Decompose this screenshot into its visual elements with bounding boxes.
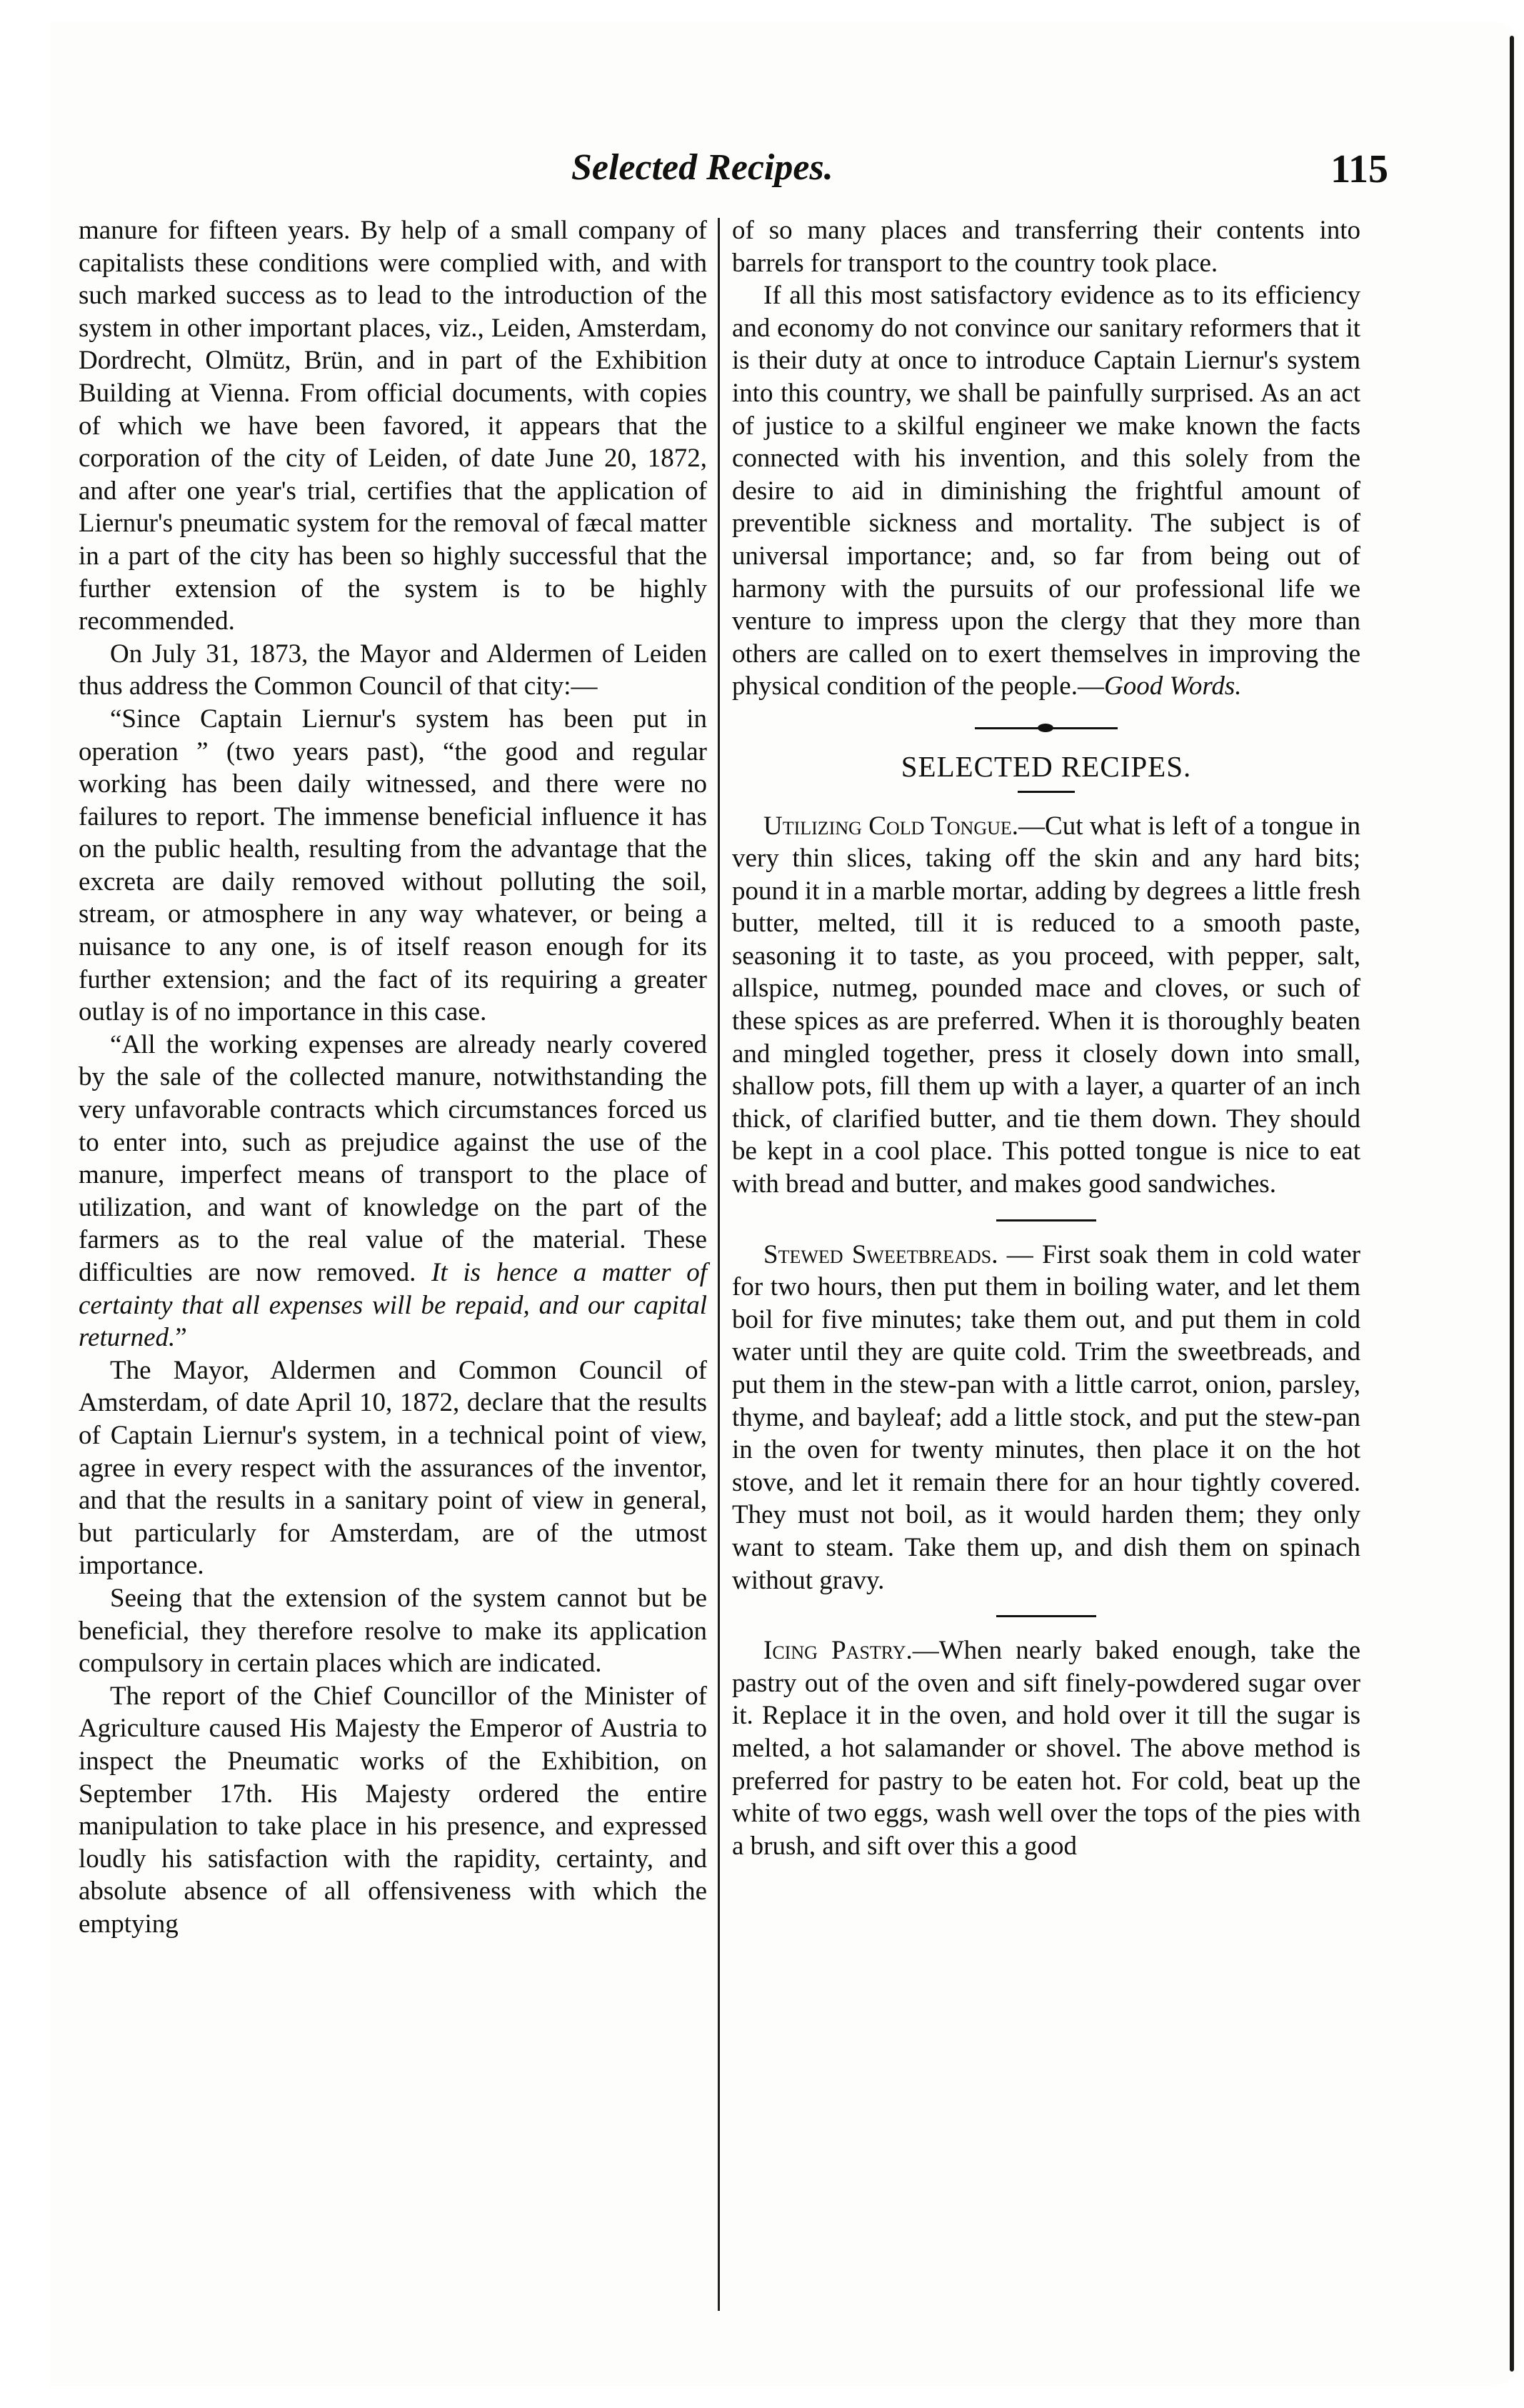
column-divider (718, 218, 720, 2311)
page-edge (1510, 36, 1514, 2372)
running-title: Selected Recipes. (571, 147, 833, 188)
paragraph: “Since Captain Liernur's system has been put in operation ” (two years past), “the good and regular working has been daily witnessed, and there were no failures to report. The immense beneficial influence it has on the public health, resulting from the advantage that the excreta are daily removed without polluting the soil, stream, or atmosphere in any way whatever, or being a nuisance to any one, is of itself reason enough for its further extension; and the fact of its requiring a greater outlay is of no importance in this case. (79, 704, 707, 1027)
paragraph-text: “All the working expenses are already nearly covered by the sale of the collected manure, notwithstanding the very unfavorable contracts which circumstances forced us to enter into, such as prejudice against the use of the manure, imperfect means of transport to the place of utilization, and want of knowledge on the part of the farmers as to the real value of the material. These difficulties are now removed. (79, 1029, 707, 1287)
recipe-divider (996, 1615, 1096, 1617)
section-title: SELECTED RECIPES. (901, 749, 1192, 783)
ornamental-divider (975, 727, 1118, 729)
recipe-body: —Cut what is left of a tongue in very thin slices, taking off the skin and any hard bits; pound it in a marble mortar, adding by degrees a little fresh butter, melted, till it is reduced to a smooth paste, seasoning it to taste, as you proceed, with pepper, salt, allspice, nutmeg, pounded mace and cloves, or such of these spices as are preferred. When it is thoroughly beaten and mingled together, press it closely down into small, shallow pots, fill them up with a layer, a quarter of an inch thick, of clarified butter, and tie them down. They should be kept in a cool place. This potted tongue is nice to eat with bread and butter, and makes good sandwiches. (732, 811, 1360, 1199)
recipe-title: Utilizing Cold Tongue. (763, 811, 1019, 841)
recipe-divider (996, 1219, 1096, 1222)
paragraph: The report of the Chief Councillor of the Minister of Agriculture caused His Majesty the Emperor of Austria to inspect the Pneumatic works of the Exhibition, on September 17th. His Majesty ordered the entire manipulation to take place in his presence, and expressed loudly his satisfaction with the rapidity, certainty, and absolute absence of all offensiveness with which the emptying (79, 1681, 707, 1939)
paragraph (79, 1029, 707, 1354)
paragraph (732, 279, 1360, 703)
recipe-title: Icing Pastry. (763, 1636, 913, 1666)
paragraph-text: If all this most satisfactory evidence as to its efficiency and economy do not convince our sanitary reformers that it is their duty at once to introduce Captain Liernur's system into this country, we shall be painfully surprised. As an act of justice to a skilful engineer we make known the facts connected with his invention, and this solely from the desire to aid in diminishing the frightful amount of preventible sickness and mortality. The subject is of universal importance; and, so far from being out of harmony with the pursuits of our professional life we venture to impress upon the clergy that they more than others are called on to exert themselves in improving the physical condition of the people.— (732, 281, 1360, 701)
paragraph: Seeing that the extension of the system cannot but be beneficial, they therefore resolve to make its application compulsory in certain places which are indicated. (79, 1583, 707, 1679)
recipe-icing-pastry (732, 1634, 1360, 1862)
paragraph: manure for fifteen years. By help of a small company of capitalists these conditions were complied with, and with such marked success as to lead to the introduction of the system in other important places, viz., Leiden, Amsterdam, Dordrecht, Olmütz, Brün, and in part of the Exhibition Building at Vienna. From official documents, with copies of which we have been favored, it appears that the corporation of the city of Leiden, of date June 20, 1872, and after one year's trial, certifies that the application of Liernur's pneumatic system for the removal of fæcal matter in a part of the city has been so highly successful that the further extension of the system is to be highly recommended. (79, 216, 707, 636)
source-citation: Good Words. (1103, 671, 1242, 701)
title-rule (1018, 791, 1075, 793)
recipe-title: Stewed Sweetbreads. (763, 1239, 998, 1269)
paragraph: The Mayor, Aldermen and Common Council of Amsterdam, of date April 10, 1872, declare that the results of Captain Liernur's system, in a technical point of view, agree in every respect with the assurances of the inventor, and that the results in a sanitary point of view in general, but particularly for Amsterdam, are of the utmost importance. (79, 1355, 707, 1581)
recipe-stewed-sweetbreads (732, 1239, 1360, 1597)
right-column (732, 214, 1360, 1862)
page-number: 115 (1330, 147, 1388, 191)
closing-quote: ” (175, 1323, 187, 1353)
paragraph: On July 31, 1873, the Mayor and Aldermen of Leiden thus address the Common Council of that city:— (79, 639, 707, 701)
paragraph: of so many places and transferring their contents into barrels for transport to the country took place. (732, 216, 1360, 278)
italic-emphasis: It is hence a matter of certainty that all expenses will be repaid, and our capital returned. (79, 1258, 708, 1353)
recipe-body: —When nearly baked enough, take the pastry out of the oven and sift finely-powdered sugar over it. Replace it in the oven, and hold over it till the sugar is melted, a hot salamander or shovel. The above method is preferred for pastry to be eaten hot. For cold, beat up the white of two eggs, wash well over the tops of the pies with a brush, and sift over this a good (732, 1636, 1360, 1861)
recipe-body: — First soak them in cold water for two hours, then put them in boiling water, and let them boil for five minutes; take them out, and put them in cold water until they are quite cold. Trim the sweetbreads, and put them in the stew-pan with a little carrot, onion, parsley, thyme, and bayleaf; add a little stock, and put the stew-pan in the oven for twenty minutes, then place it on the hot stove, and let it remain there for an hour tightly covered. They must not boil, as it would harden them; they only want to steam. Take them up, and dish them on spinach without gravy. (732, 1239, 1360, 1595)
recipe-utilizing-cold-tongue (732, 810, 1360, 1201)
left-column (79, 214, 707, 1940)
